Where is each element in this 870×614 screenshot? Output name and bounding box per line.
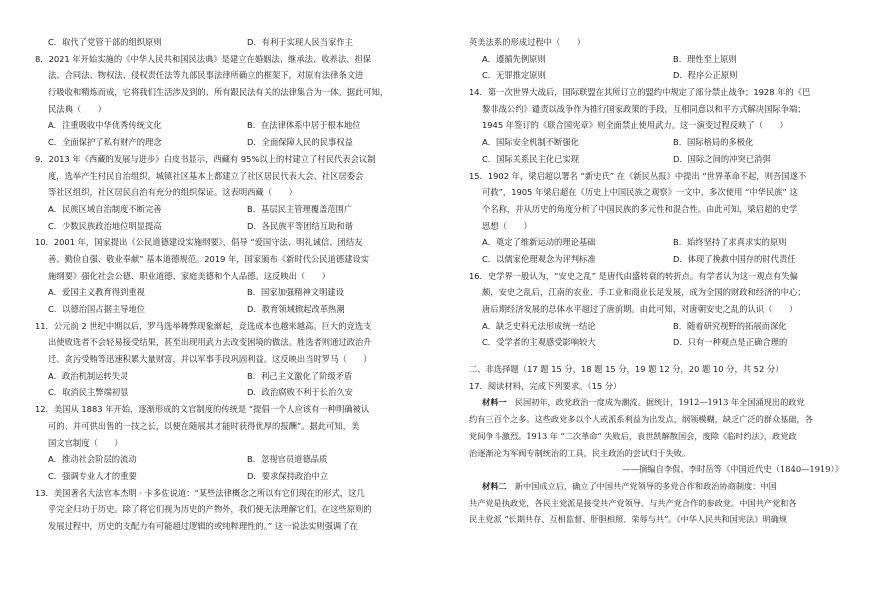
answer-options-row bbox=[469, 251, 851, 268]
material-label: 材料二 bbox=[482, 480, 507, 491]
answer-option: C．少数民族政治地位明显提高 bbox=[48, 220, 162, 231]
answer-option: B．国际格局的多极化 bbox=[673, 137, 754, 148]
answer-options-row bbox=[35, 468, 433, 485]
material-label: 材料一 bbox=[482, 397, 507, 408]
answer-option: C．以德治国占据主导地位 bbox=[48, 304, 146, 314]
question-text-line: 发展过程中，历史的支配力有可能超过逻辑的或纯粹理性的。” 这一说法实则强调了在 bbox=[48, 520, 358, 531]
answer-options-row bbox=[35, 201, 433, 218]
answer-option: D．各民族平等团结互助和谐 bbox=[247, 220, 353, 231]
answer-options-row bbox=[469, 151, 851, 168]
question-stem: 12．美国从 1883 年开始，逐渐形成的文官制度的传统是 “提倡一个人应该有一种明确被认 bbox=[35, 404, 370, 415]
question-text-line: 迁、贪污受贿等迅速积累大量财富，并以军事手段巩固利益。这反映出当时罗马（ ） bbox=[48, 354, 372, 365]
question-stem: 8．2021 年开始实施的《中华人民共和国民法典》是建立在婚姻法、继承法、收养法、担保 bbox=[35, 53, 372, 64]
answer-options-row bbox=[469, 67, 851, 84]
answer-option: B．忽视官员道德品质 bbox=[247, 454, 328, 465]
section-heading: 二、非选择题（17 题 15 分，18 题 15 分，19 题 12 分，20 题 10 分，共 52 分） bbox=[469, 364, 784, 375]
answer-option: A．推动社会阶层的流动 bbox=[48, 454, 137, 465]
answer-option: A．遵循先例原则 bbox=[482, 53, 546, 64]
answer-option: B．随着研究视野的拓展而深化 bbox=[673, 320, 787, 331]
answer-option: A．缺乏史料无法形成统一结论 bbox=[482, 320, 596, 331]
question-text-line: 可的、并可供出售的一技之长，以便在随展其才能时获得优厚的报酬”。据此可知，美 bbox=[48, 420, 360, 431]
material-paragraph bbox=[469, 394, 851, 411]
question-text-line: 1945 年签订的《联合国宪章》则全面禁止使用武力。这一演变过程反映了（ ） bbox=[482, 120, 788, 131]
question-text-line: 善、勤俭自强、敬业奉献” 基本道德规范。2019 年，国家颁布《新时代公民道德建设实 bbox=[48, 253, 370, 264]
answer-option: A．爱国主义教育得到重视 bbox=[48, 287, 145, 298]
answer-option: D．程序公正原则 bbox=[673, 70, 738, 81]
answer-option: A．政治机制运转失灵 bbox=[48, 370, 129, 381]
material-paragraph bbox=[469, 478, 851, 495]
question-stem: 14．第一次世界大战后，国际联盟在其所订立的盟约中规定了部分禁止战争；1928 年的《巴 bbox=[469, 87, 811, 98]
answer-options-row bbox=[35, 117, 433, 134]
answer-options-row bbox=[35, 301, 433, 318]
material-text-line: 治逐渐沦为军阀专制统治的工具，民主政治的尝试归于失败。 bbox=[469, 447, 691, 458]
answer-options-row bbox=[35, 34, 433, 51]
answer-option: D．国际之间的冲突已消弭 bbox=[673, 153, 771, 164]
answer-option: C．受学者的主观感受影响较大 bbox=[482, 337, 596, 348]
material-source: ——摘编自李侃、李时岳等《中国近代史（1840—1919）》 bbox=[622, 464, 843, 475]
answer-option: C．取消民主弊端初显 bbox=[48, 387, 129, 398]
left-column bbox=[35, 34, 433, 535]
question-text-line: 个名称，并从历史的角度分析了中国民族的多元性和混合性。由此可知，梁启超的史学 bbox=[482, 203, 798, 214]
question-stem: 10．2001 年，国家提出《公民道德建设实施纲要》，倡导 “爱国守法、明礼诚信、团结友 bbox=[35, 237, 363, 248]
answer-options-row bbox=[469, 134, 851, 151]
material-text: 民国初年，政党政治一度成为潮流。据统计，1912—1913 年全国涌现出的政党 bbox=[506, 397, 805, 408]
answer-option: D．只有一种观点是正确合理的 bbox=[673, 337, 788, 348]
answer-options-row bbox=[35, 218, 433, 235]
answer-option: D．教育领域掀起改革热潮 bbox=[247, 304, 345, 314]
question-stem: 9．2013 年《西藏的发展与进步》白皮书显示，西藏有 95%以上的村建立了村民代表会议制 bbox=[35, 153, 376, 164]
material-text: 新中国成立后，确立了中国共产党领导的多党合作和政治协商制度：中国 bbox=[506, 480, 777, 491]
answer-options-row bbox=[35, 384, 433, 401]
spacer bbox=[469, 351, 851, 361]
question-text-line: 度，选举产生村民自治组织。城镇社区基本上都建立了社区居民代表大会、社区居委会 bbox=[48, 170, 364, 181]
material-text-line: 党间争斗激烈。1913 年 “二次革命” 失败后，袁世凯解散国会，废除《临时约法》，政党政 bbox=[469, 430, 797, 441]
question-stem: 17．阅读材料，完成下列要求。（15 分） bbox=[469, 380, 622, 391]
question-text-line: 唐后期经济发展的总体水平超过了唐前期。由此可知，对唐朝安史之乱的认识（ ） bbox=[482, 304, 798, 314]
question-text-line: 施纲要》强化社会公德、职业道德、家庭美德和个人品德。这反映出（ ） bbox=[48, 270, 331, 281]
answer-options-row bbox=[469, 51, 851, 68]
question-text-line: 乎完全归功于历史。除了将它们视为历史的产物外，我们便无法理解它们。在这些原则的 bbox=[48, 504, 372, 515]
question-text-line: 行吸收和精炼而成，它将我们生活涉及到的、所有跟民法有关的法律集合为一体。据此可知， bbox=[48, 87, 389, 98]
question-stem: 英美法系的形成过程中（ ） bbox=[469, 37, 586, 47]
answer-option: A．注重吸收中华优秀传统文化 bbox=[48, 120, 162, 131]
question-stem: 15．1902 年，梁启超以署名 “新史氏” 在《新民丛报》中提出 “世界革命不起，则吾国遂不 bbox=[469, 170, 807, 181]
answer-option: A．国际安全机制不断强化 bbox=[482, 137, 579, 148]
question-text-line: 法、合同法、物权法、侵权责任法等九部民事法律所确立的框架下，对原有法律条文进 bbox=[48, 70, 364, 81]
answer-option: A．民族区域自治制度不断完善 bbox=[48, 203, 162, 214]
answer-option: C．国际关系民主化已实现 bbox=[482, 153, 580, 164]
answer-option: B．国家加强精神文明建设 bbox=[247, 287, 344, 298]
answer-options-row bbox=[469, 234, 851, 251]
question-text-line: 国文官制度（ ） bbox=[48, 437, 123, 448]
question-text-line: 黎非战公约》谴责以战争作为推行国家政策的手段，互相同意以和平方式解决国际争端； bbox=[482, 103, 806, 114]
material-text-line: 共产党是执政党，各民主党派是接受共产党领导、与共产党合作的参政党。中国共产党和各 bbox=[469, 497, 797, 508]
answer-options-row bbox=[35, 451, 433, 468]
answer-options-row bbox=[35, 368, 433, 385]
answer-option: C．全面保护了私有财产的理念 bbox=[48, 137, 162, 148]
question-text-line: 等社区组织，社区居民自治有充分的组织保证。这表明西藏（ ） bbox=[48, 187, 297, 198]
question-stem: 13．美国著名大法官本杰明 · 卡多佐说道：“某些法律概念之所以有它们现在的形式，这几 bbox=[35, 487, 365, 498]
question-text-line: 思想（ ） bbox=[482, 220, 532, 231]
answer-option: D．要求保持政治中立 bbox=[247, 470, 329, 481]
answer-option: C．以儒家伦理观念为评判标准 bbox=[482, 253, 596, 264]
question-text-line: 颇，安史之乱后，江南的农业、手工业和商业长足发展，成为全国的财政和经济的中心； bbox=[482, 287, 806, 298]
answer-option: D．有利于实现人民当家作主 bbox=[247, 37, 353, 47]
answer-options-row bbox=[469, 334, 851, 351]
answer-option: A．奠定了维新运动的理论基础 bbox=[482, 237, 596, 248]
material-text-line: 约有三百个之多。这些政党多以个人或派系利益为出发点，纲领模糊，缺乏广泛的群众基础，各 bbox=[469, 414, 813, 425]
answer-option: B．在法律体系中居于根本地位 bbox=[247, 120, 361, 131]
answer-option: C．强调专业人才的重要 bbox=[48, 470, 137, 481]
answer-option: B．理性至上原则 bbox=[673, 53, 737, 64]
answer-options-row bbox=[35, 284, 433, 301]
question-stem: 11．公元前 2 世纪中期以后，罗马选举舞弊现象渐起，竞选成本也越来越高。巨大的竞选支 bbox=[35, 320, 372, 331]
answer-option: C．取代了党管干部的组织原则 bbox=[48, 37, 162, 47]
answer-option: D．政治腐败不利于长治久安 bbox=[247, 387, 353, 398]
answer-option: D．体现了挽救中国存的时代责任 bbox=[673, 253, 796, 264]
answer-option: B．利己主义激化了阶级矛盾 bbox=[247, 370, 353, 381]
answer-options-row bbox=[469, 318, 851, 335]
material-text-line: 民主党派 “长期共存、互相监督、肝胆相照、荣辱与共”。《中华人民共和国宪法》明确规 bbox=[469, 514, 788, 525]
answer-option: D．全面保障人民的民事权益 bbox=[247, 137, 353, 148]
question-text-line: 民法典（ ） bbox=[48, 103, 107, 114]
question-stem: 16．史学界一般认为，“安史之乱” 是唐代由盛转衰的转折点。有学者认为这一观点有失偏 bbox=[469, 270, 798, 281]
right-column bbox=[469, 34, 851, 528]
question-text-line: 出使败选者不会轻易接受结果，甚至出现用武力去改变困境的做法。胜选者则通过政治升 bbox=[48, 337, 372, 348]
answer-options-row bbox=[35, 134, 433, 151]
answer-option: B．基层民主管理覆盖范围广 bbox=[247, 203, 353, 214]
answer-option: C．无罪推定原则 bbox=[482, 70, 546, 81]
question-text-line: 可救”，1905 年梁启超在《历史上中国民族之观察》一文中，多次使用 “中华民族” 这 bbox=[482, 187, 798, 198]
answer-option: B．始终坚持了求真求实的原则 bbox=[673, 237, 787, 248]
